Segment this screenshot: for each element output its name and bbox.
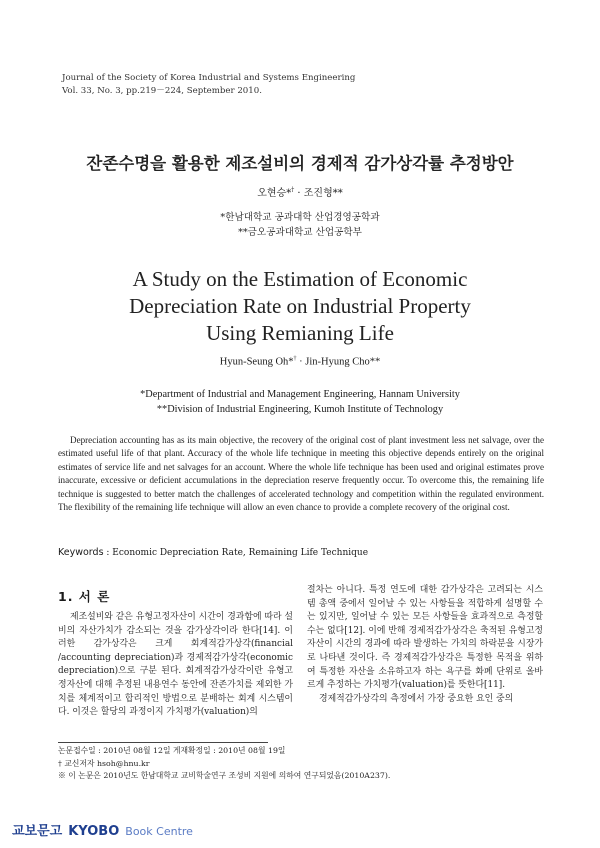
affiliations-english	[0, 387, 600, 417]
brand-subtitle: Book Centre	[125, 825, 193, 838]
affiliation-en-2: **Division of Industrial Engineering, Kumoh Institute of Technology	[156, 404, 444, 415]
footnote-divider	[58, 742, 268, 743]
journal-volume: Vol. 33, No. 3, pp.219－224, September 2010.	[62, 86, 262, 96]
affiliation-en-1: *Department of Industrial and Management Engineering, Hannam University	[140, 389, 460, 400]
author-separator: ·	[294, 188, 304, 199]
author1-ko: 오현승*	[257, 188, 292, 199]
keywords	[58, 547, 368, 558]
journal-name: Journal of the Society of Korea Industrial and Systems Engineering	[62, 73, 356, 83]
journal-info	[62, 72, 355, 98]
title-en-line-3: Using Remianing Life	[206, 321, 394, 345]
title-korean: 잔존수명을 활용한 제조설비의 경제적 감가상각률 추정방안	[86, 154, 514, 173]
body-column-right	[307, 584, 543, 706]
author-separator-en: ·	[296, 356, 306, 368]
authors-english	[0, 356, 600, 368]
section-heading: 1. 서 론	[58, 589, 111, 604]
footnote-funding: ※ 이 논문은 2010년도 한남대학교 교비학술연구 조성비 지원에 의하여 연구되었음(2010A237).	[58, 771, 391, 780]
footnote-dates: 논문접수일 : 2010년 08월 12일 게재확정일 : 2010년 08월 19일	[58, 746, 286, 755]
abstract: Depreciation accounting has as its main objective, the recovery of the original cost of plant investment less net salvage, over the estimated useful life of that plant. Accuracy of the whole life technique in meeting this objective depends entirely on the original estimates of service life and net salvages for an account. Where the whole life technique has been used and original estimates prove inaccurate, excessive or deficient accumulations in the depreciation reserve frequently occur. To overcome this, the remaining life technique is suggested to better match the challenges of accelerated technology and competition within the regulated environment. The flexibility of the remaining life technique will allow an even chance to provide a complete recovery of the original cost.	[58, 435, 544, 513]
footnote-corresponding: † 교신저자 hsoh@hnu.kr	[58, 758, 150, 768]
corresponding-mark-en: †	[293, 356, 297, 362]
title-english	[0, 266, 600, 347]
author2-en: Jin-Hyung Cho**	[305, 356, 381, 368]
affiliation-ko-1: *한남대학교 공과대학 산업경영공학과	[220, 212, 380, 223]
body-paragraph-next: 경제적감가상각의 측정에서 가장 중요한 요인 중의	[319, 693, 514, 704]
body-column-left: 제조설비와 같은 유형고정자산이 시간이 경과함에 따라 설비의 자산가치가 감소되는 것을 감가상각이라 한다[14]. 이러한 감가상각은 크게 회계적감가상각(financial /accounting depreciation)과 경제적감가상각(economic depreciation)으로 구분 된다. 회계적감가상각이란 유형고정자산에 대해 추정된 내용연수 동안에 잔존가치를 제외한 가치를 체계적이고 합리적인 방법으로 분배하는 회계 시스템이다. 이것은 할당의 과정이지 가치평가(valuation)의	[58, 612, 293, 718]
title-en-line-2: Depreciation Rate on Industrial Property	[129, 294, 471, 318]
brand-korean: 교보문고	[12, 824, 63, 839]
title-en-line-1: A Study on the Estimation of Economic	[132, 267, 468, 291]
kyobo-watermark	[12, 820, 193, 839]
footnotes	[58, 745, 390, 783]
keywords-value: : Economic Depreciation Rate, Remaining Life Technique	[103, 548, 369, 558]
author1-en: Hyun-Seung Oh*	[219, 356, 294, 368]
affiliation-ko-2: **금오공과대학교 산업공학부	[238, 227, 362, 238]
keywords-label: Keywords	[58, 547, 104, 558]
authors-korean	[0, 184, 600, 199]
body-paragraph-continued: 절차는 아니다. 특정 연도에 대한 감가상각은 고려되는 시스템 총액 중에서 일어날 수 있는 사항들을 적합하게 설명할 수는 있지만, 일어날 수 있는 모든 사항들을 효과적으로 측정할 수는 없다[12]. 이에 반해 경제적감가상각은 축적된 유형고정자산이 시간의 경과에 따라 발생하는 가치의 하락분을 시장가로 나타낸 것이다. 즉 경제적감가상각은 특정한 목적을 위하여 특정한 자산을 소유하고자 하는 욕구를 화폐 단위로 올바르게 추정하는 가치평가(valuation)를 뜻한다[11].	[307, 585, 543, 691]
brand-english: KYOBO	[68, 824, 120, 839]
corresponding-mark: †	[291, 186, 295, 194]
affiliations-korean	[0, 210, 600, 240]
author2-ko: 조진형**	[303, 188, 343, 199]
